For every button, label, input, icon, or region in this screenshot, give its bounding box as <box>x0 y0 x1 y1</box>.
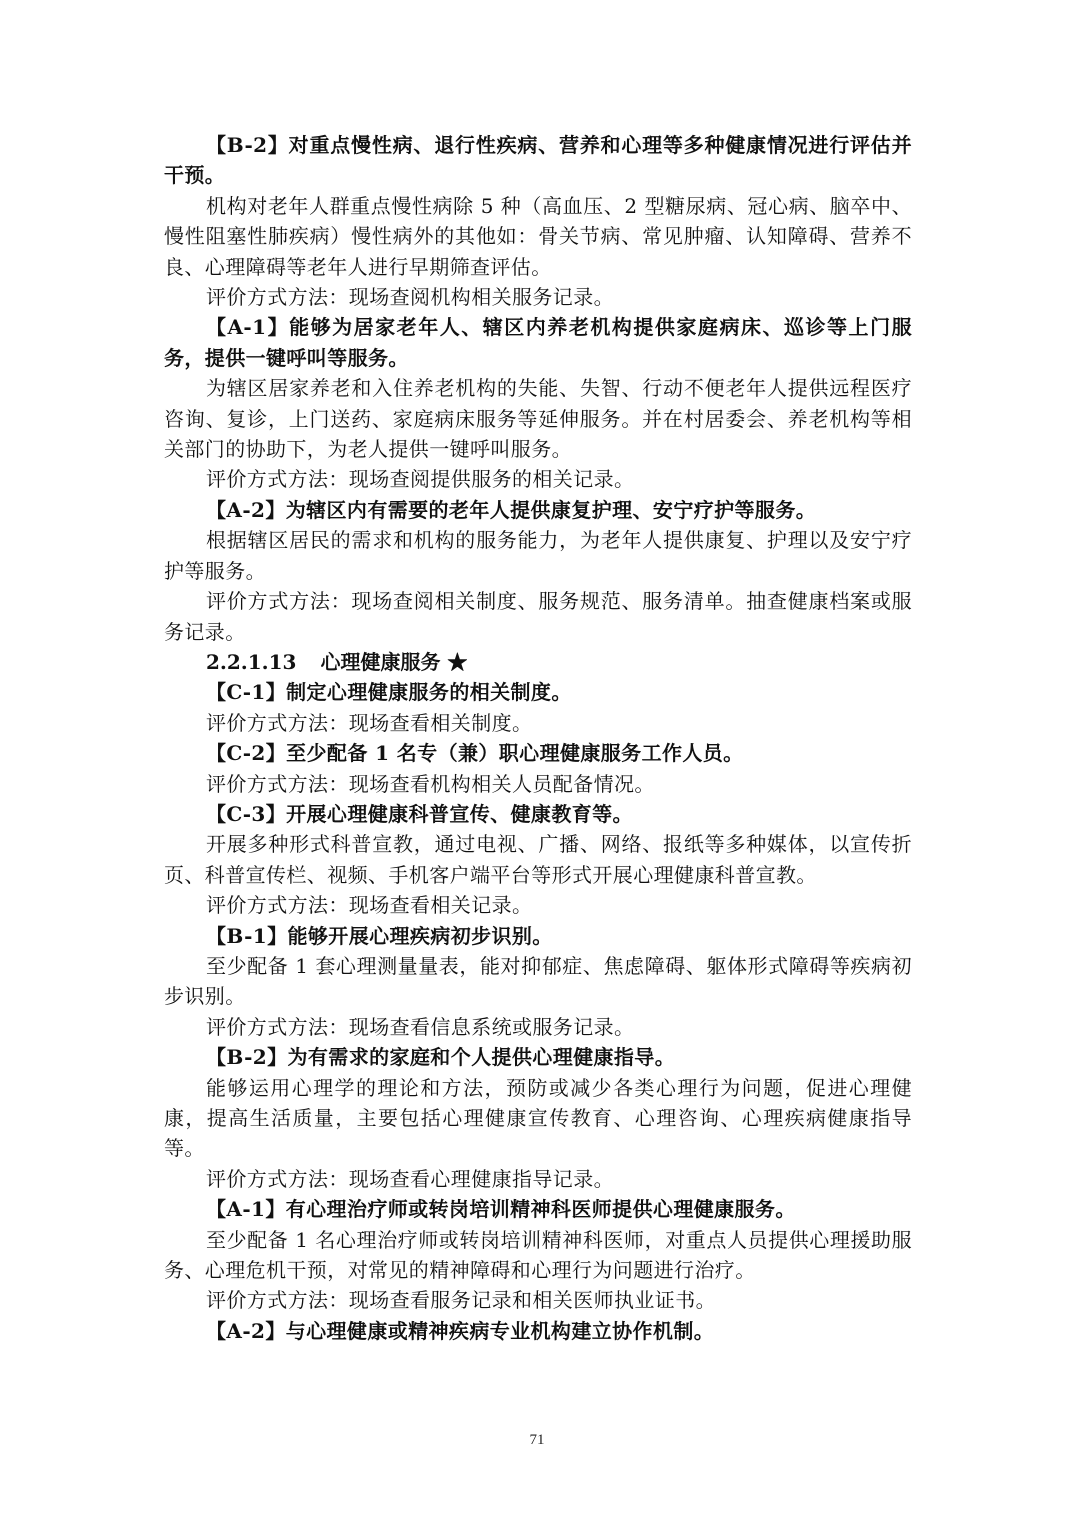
heading-b1: 【B-1】能够开展心理疾病初步识别。 <box>206 923 553 948</box>
evaluation-method: 评价方式方法：现场查阅提供服务的相关记录。 <box>206 467 635 492</box>
evaluation-method: 评价方式方法：现场查看机构相关人员配备情况。 <box>206 771 655 796</box>
heading-a2-rehab-care: 【A-2】为辖区内有需要的老年人提供康复护理、安宁疗护等服务。 <box>206 497 817 522</box>
heading-b2: 【B-2】为有需求的家庭和个人提供心理健康指导。 <box>206 1045 676 1070</box>
heading-c1: 【C-1】制定心理健康服务的相关制度。 <box>206 680 572 705</box>
body-text: 为辖区居家养老和入住养老机构的失能、失智、行动不便老年人提供远程医疗咨询、复诊，上门送药、家庭病床服务等延伸服务。并在村居委会、养老机构等相关部门的协助下，为老人提供一键呼叫服务。 <box>164 376 912 462</box>
body-text: 机构对老年人群重点慢性病除 5 种（高血压、2 型糖尿病、冠心病、脑卒中、慢性阻塞性肺疾病）慢性病外的其他如：骨关节病、常见肿瘤、认知障碍、营养不良、心理障碍等老年人进行早期筛查评估。 <box>164 193 912 279</box>
body-text: 根据辖区居民的需求和机构的服务能力，为老年人提供康复、护理以及安宁疗护等服务。 <box>164 528 912 583</box>
evaluation-method: 评价方式方法：现场查看相关制度。 <box>206 710 533 735</box>
heading-c2: 【C-2】至少配备 1 名专（兼）职心理健康服务工作人员。 <box>206 741 744 766</box>
body-text: 开展多种形式科普宣教，通过电视、广播、网络、报纸等多种媒体，以宣传折页、科普宣传栏、视频、手机客户端平台等形式开展心理健康科普宣教。 <box>164 832 912 887</box>
heading-a1-home-service: 【A-1】能够为居家老年人、辖区内养老机构提供家庭病床、巡诊等上门服务，提供一键呼叫等服务。 <box>164 315 912 370</box>
body-text: 能够运用心理学的理论和方法，预防或减少各类心理行为问题，促进心理健康，提高生活质量，主要包括心理健康宣传教育、心理咨询、心理疾病健康指导等。 <box>164 1075 912 1161</box>
body-text: 至少配备 1 套心理测量量表，能对抑郁症、焦虑障碍、躯体形式障碍等疾病初步识别。 <box>164 953 912 1009</box>
evaluation-method: 评价方式方法：现场查看服务记录和相关医师执业证书。 <box>206 1288 716 1313</box>
section-title: 心理健康服务 ★ <box>320 649 468 674</box>
page-number: 71 <box>529 1432 545 1448</box>
heading-a2: 【A-2】与心理健康或精神疾病专业机构建立协作机制。 <box>206 1318 715 1343</box>
evaluation-method: 评价方式方法：现场查看相关记录。 <box>206 893 533 918</box>
document-page <box>164 130 912 1346</box>
evaluation-method: 评价方式方法：现场查阅机构相关服务记录。 <box>206 285 614 310</box>
section-number: 2.2.1.13 <box>206 649 297 674</box>
heading-c3: 【C-3】开展心理健康科普宣传、健康教育等。 <box>206 801 633 826</box>
body-text: 至少配备 1 名心理治疗师或转岗培训精神科医师，对重点人员提供心理援助服务、心理危机干预，对常见的精神障碍和心理行为问题进行治疗。 <box>164 1227 912 1283</box>
evaluation-method: 评价方式方法：现场查看信息系统或服务记录。 <box>206 1014 635 1039</box>
evaluation-method: 评价方式方法：现场查阅相关制度、服务规范、服务清单。抽查健康档案或服务记录。 <box>164 589 912 644</box>
heading-b2-assessment: 【B-2】对重点慢性病、退行性疾病、营养和心理等多种健康情况进行评估并干预。 <box>164 133 912 188</box>
evaluation-method: 评价方式方法：现场查看心理健康指导记录。 <box>206 1166 614 1191</box>
section-heading <box>164 647 912 677</box>
heading-a1: 【A-1】有心理治疗师或转岗培训精神科医师提供心理健康服务。 <box>206 1197 796 1222</box>
